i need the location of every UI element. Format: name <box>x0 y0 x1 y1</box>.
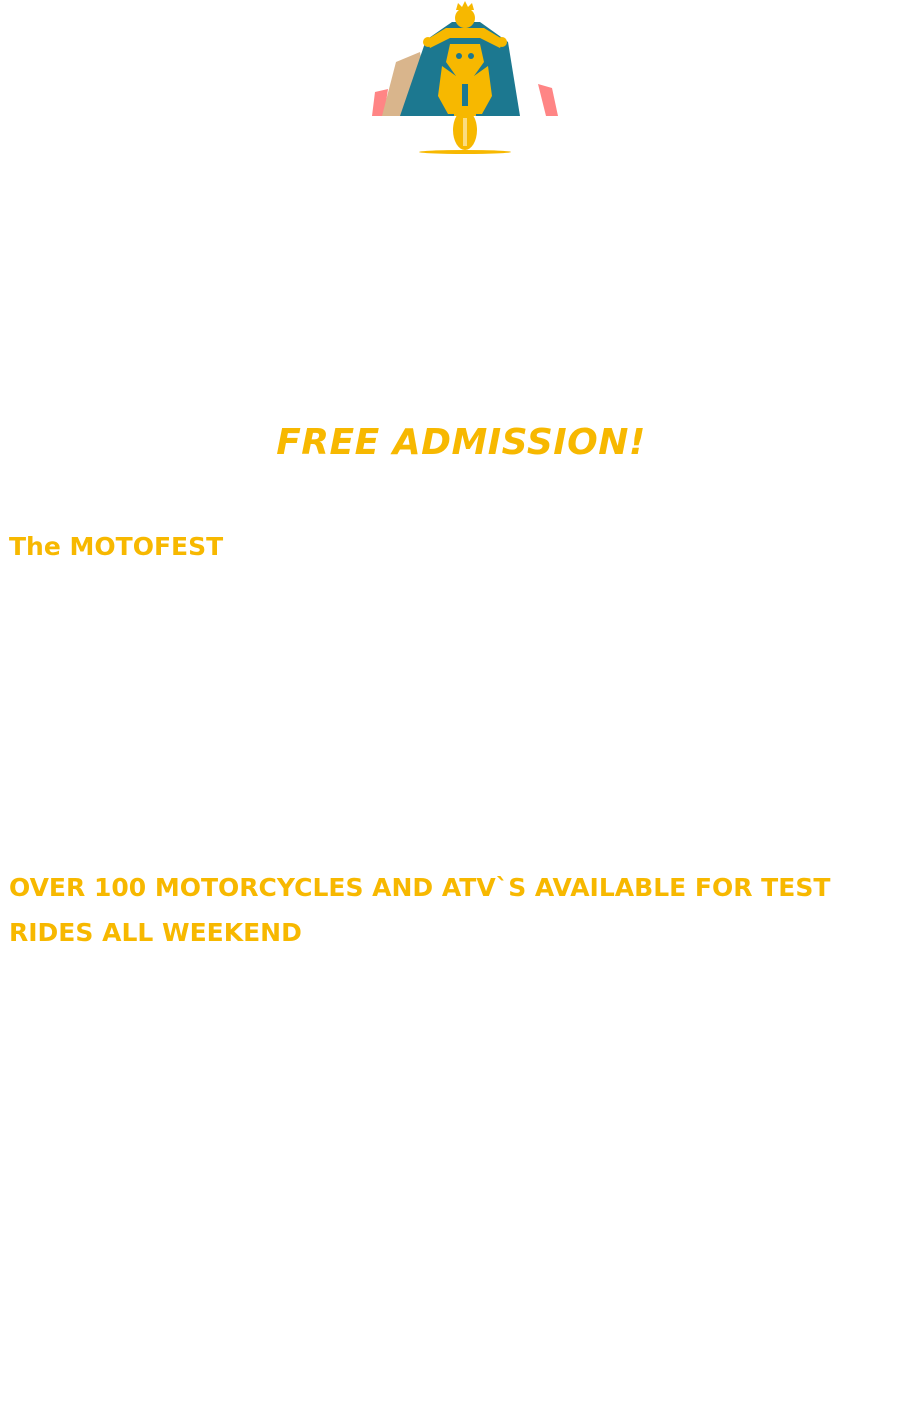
motofest-intro-title: The MOTOFEST <box>9 532 224 561</box>
free-admission-headline: FREE ADMISSION! <box>276 422 646 463</box>
test-rides-heading: OVER 100 MOTORCYCLES AND ATV`S AVAILABLE FOR TEST RIDES ALL WEEKEND <box>9 873 831 947</box>
motorcycle-rider-logo-icon <box>368 0 564 160</box>
motofest-logo[interactable] <box>368 0 564 160</box>
